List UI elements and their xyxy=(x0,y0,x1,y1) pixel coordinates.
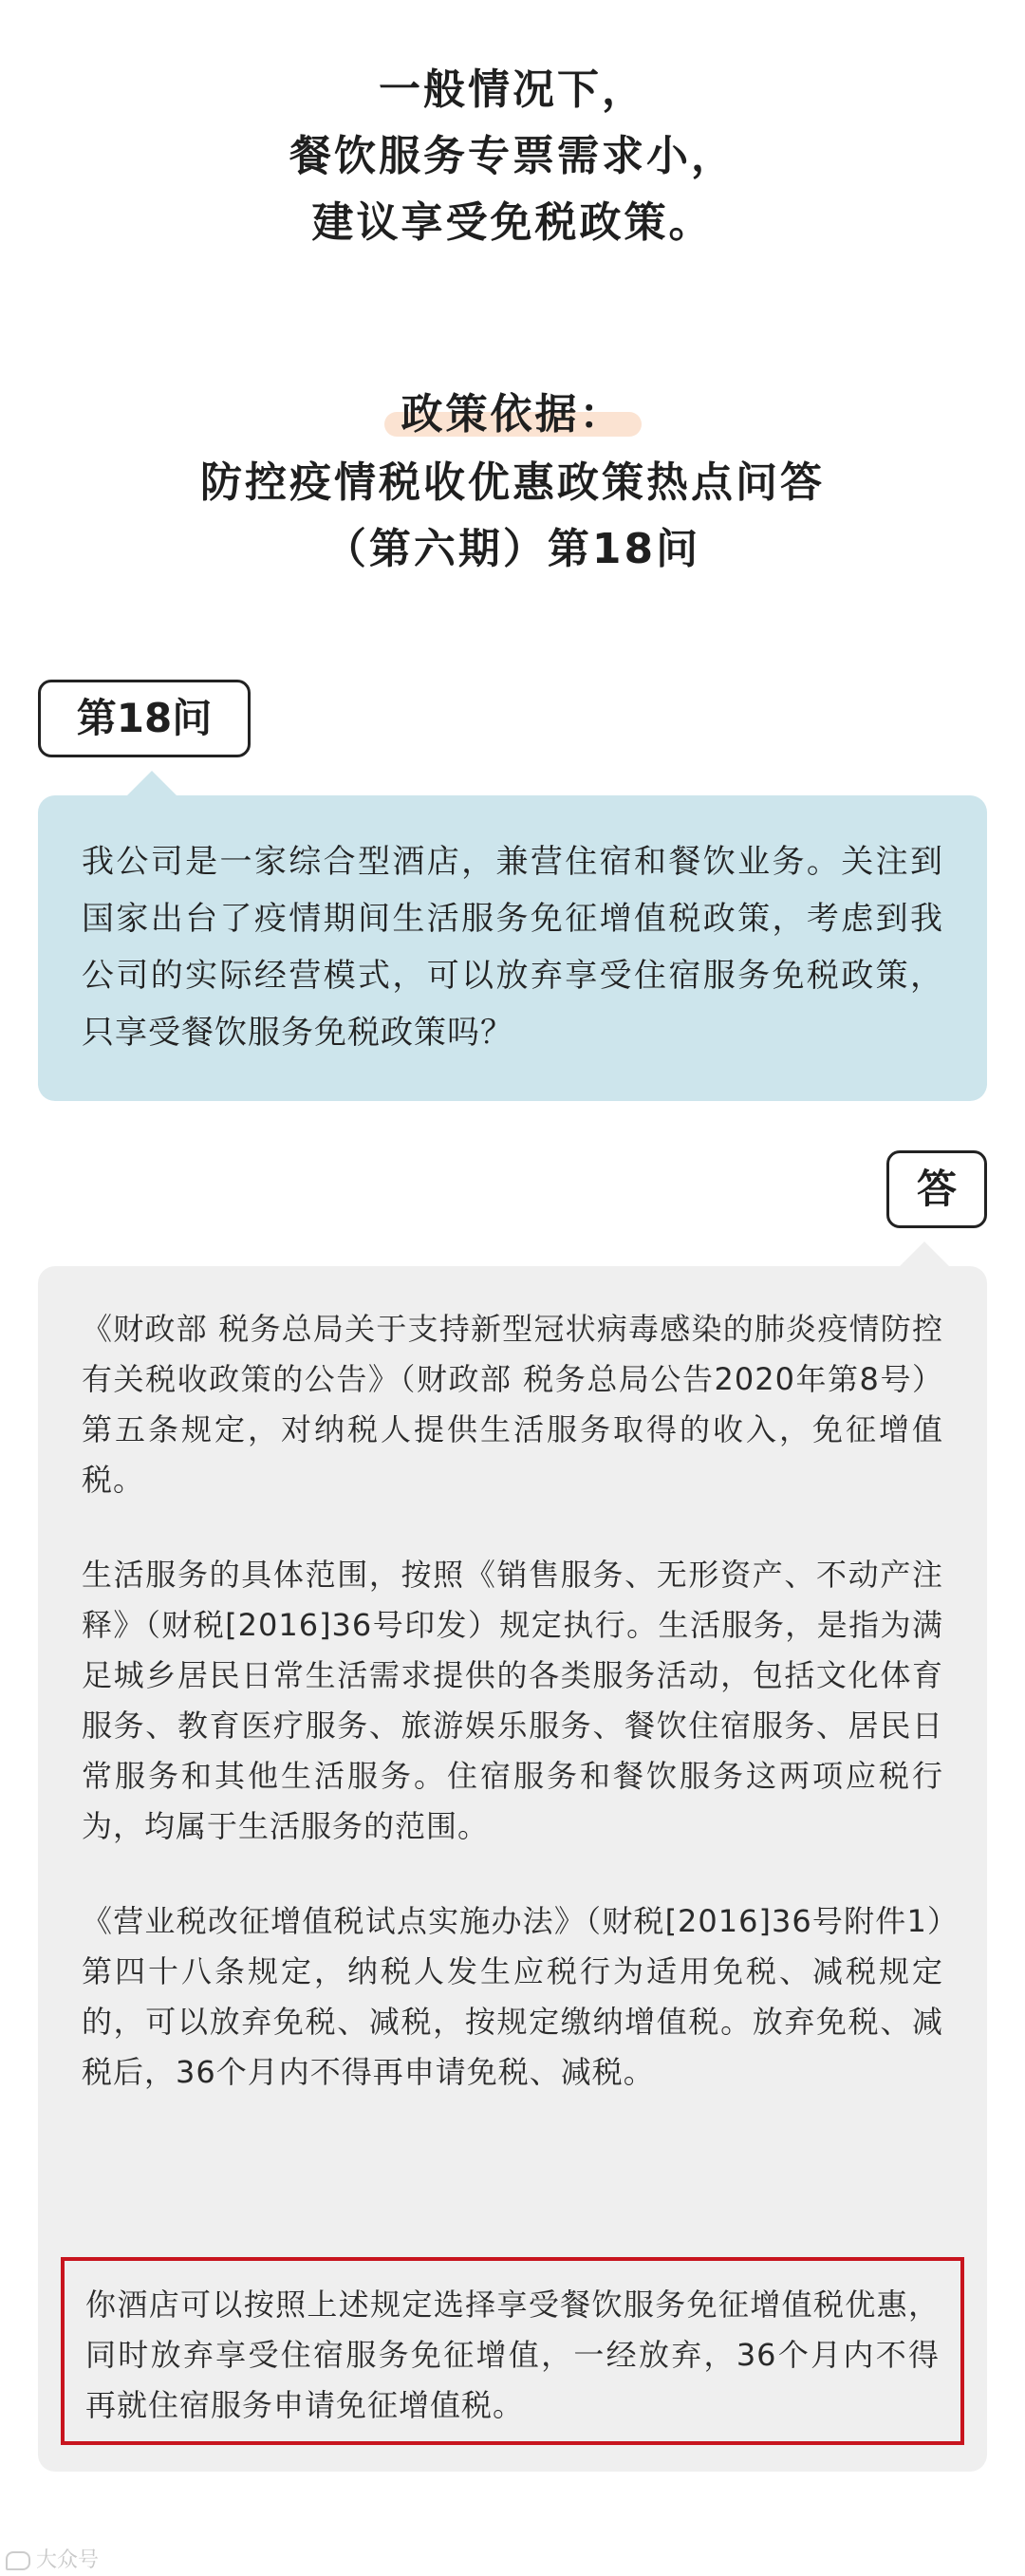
chat-bubble-icon xyxy=(6,2551,30,2570)
conclusion-box: 你酒店可以按照上述规定选择享受餐饮服务免征增值税优惠，同时放弃享受住宿服务免征增值，一经放弃，36个月内不得再就住宿服务申请免征增值税。 xyxy=(61,2257,964,2445)
question-card xyxy=(38,795,987,1101)
policy-title-line-1: 防控疫情税收优惠政策热点问答 xyxy=(200,458,825,507)
policy-basis-label-wrap xyxy=(0,380,1025,440)
answer-paragraph-2: 生活服务的具体范围，按照《销售服务、无形资产、不动产注释》（财税[2016]36号印发）规定执行。生活服务，是指为满足城乡居民日常生活需求提供的各类服务活动，包括文化体育服务、教育医疗服务、旅游娱乐服务、餐饮住宿服务、居民日常服务和其他生活服务。住宿服务和餐饮服务这两项应税行为，均属于生活服务的范围。 xyxy=(82,1557,943,1844)
answer-paragraph-1: 《财政部 税务总局关于支持新型冠状病毒感染的肺炎疫情防控有关税收政策的公告》（财政部 税务总局公告2020年第8号）第五条规定，对纳税人提供生活服务取得的收入，免征增值税。 xyxy=(82,1311,943,1498)
answer-tag: 答 xyxy=(886,1150,987,1228)
policy-title-line-2: （第六期）第18问 xyxy=(324,525,701,573)
watermark xyxy=(6,2544,99,2573)
answer-card xyxy=(38,1266,987,2472)
policy-basis-label: 政策依据： xyxy=(401,380,624,440)
headline-line-1: 一般情况下， xyxy=(379,65,646,114)
question-text: 我公司是一家综合型酒店，兼营住宿和餐饮业务。关注到国家出台了疫情期间生活服务免征增值税政策，考虑到我公司的实际经营模式，可以放弃享受住宿服务免税政策，只享受餐饮服务免税政策吗？ xyxy=(82,843,943,1052)
answer-paragraph-3: 《营业税改征增值税试点实施办法》（财税[2016]36号附件1）第四十八条规定，纳税人发生应税行为适用免税、减税规定的，可以放弃免税、减税，按规定缴纳增值税。放弃免税、减税后，36个月内不得再申请免税、减税。 xyxy=(82,1903,943,2090)
headline-line-2: 餐饮服务专票需求小， xyxy=(289,132,736,180)
question-tag: 第18问 xyxy=(38,680,251,757)
headline-line-3: 建议享受免税政策。 xyxy=(311,198,714,247)
watermark-text: 大众号 xyxy=(36,2548,100,2572)
